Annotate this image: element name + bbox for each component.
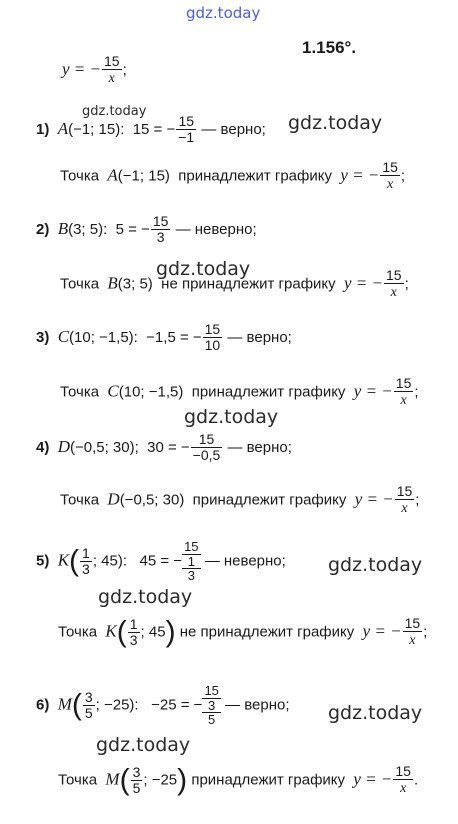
item-2-number: 2)	[36, 220, 50, 238]
function-fraction	[102, 54, 122, 87]
watermark-4: gdz.today	[184, 406, 279, 428]
item-4-conclusion-coords: (−0,5; 30)	[119, 491, 185, 509]
item-3-check-fraction	[203, 322, 223, 354]
item-5-conclusion-text: не принадлежит графику	[179, 623, 355, 641]
item-6-check-lhs: −25 = −	[151, 696, 203, 714]
item-3-check-num: 15	[204, 321, 221, 337]
item-6-coords-num: 3	[84, 688, 93, 705]
item-1-coords: (−1; 15):	[68, 120, 125, 138]
item-2-conclusion-text: не принадлежит графику	[161, 275, 336, 293]
item-1-verdict: — верно;	[201, 120, 266, 138]
item-3-check-den: 10	[204, 337, 221, 354]
item-6-check: 6) M( $\frac{3}{5}$ ; −25): −25 = − 15 3 5 — верно;	[36, 683, 290, 728]
item-1-conclusion-pre: Точка	[60, 167, 100, 185]
item-3-conclusion-coords: (10; −1,5)	[118, 383, 184, 401]
item-5-point: K	[57, 550, 70, 570]
item-2-verdict: — неверно;	[175, 220, 257, 238]
item-2-conclusion	[60, 268, 409, 301]
item-6-graph-den: x	[400, 781, 407, 797]
item-5-conclusion-den: 3	[129, 631, 138, 648]
item-3-verdict: — верно;	[227, 328, 292, 346]
item-4-check-fraction	[191, 432, 223, 464]
function-numerator: 15	[104, 53, 120, 69]
item-5-check-num: 15	[184, 539, 199, 554]
item-5-coords-den: 3	[82, 560, 90, 577]
item-1-point: A	[57, 118, 69, 138]
item-6-conclusion: Точка M( $\frac{3}{5}$ ; −25) принадлежит графику y = − $\frac{15}{x}$ .	[58, 763, 419, 797]
item-5-check-den-num: 1	[187, 553, 195, 569]
watermark-7: gdz.today	[328, 702, 423, 724]
item-3-check-lhs: −1,5 = −	[146, 328, 202, 346]
item-3-number: 3)	[36, 328, 50, 346]
item-1-check	[36, 114, 266, 146]
item-4-graph-den: x	[401, 501, 408, 517]
item-5-conclusion: Точка K( $\frac{1}{3}$ ; 45) не принадлежит графику y = − $\frac{15}{x}$ ;	[58, 615, 428, 649]
item-1-conclusion-point: A	[107, 165, 118, 185]
watermark-5: gdz.today	[328, 554, 423, 576]
item-6-conclusion-pre: Точка	[58, 771, 98, 789]
item-4-point: D	[57, 436, 70, 456]
item-1-number: 1)	[36, 120, 50, 138]
item-2-graph-den: x	[390, 285, 397, 301]
item-5-conclusion-pre: Точка	[58, 623, 98, 641]
item-2-conclusion-pre: Точка	[60, 275, 100, 293]
item-1-conclusion-coords: (−1; 15)	[117, 167, 170, 185]
item-5-graph-fraction	[403, 616, 423, 649]
item-3-conclusion-text: принадлежит графику	[191, 383, 346, 401]
item-2-conclusion-point: B	[107, 273, 118, 293]
item-2-conclusion-coords: (3; 5)	[117, 275, 153, 293]
item-5-coords-fraction	[80, 546, 92, 578]
function-definition	[62, 54, 127, 87]
function-end: ;	[122, 61, 127, 79]
item-2-check	[36, 214, 257, 246]
item-6-check-den-num: 3	[208, 697, 216, 713]
item-3-conclusion	[60, 376, 419, 409]
item-4-coords: (−0,5; 30);	[69, 438, 139, 456]
item-5-coords-num: 1	[82, 544, 90, 561]
item-1-conclusion-text: принадлежит графику	[178, 167, 332, 185]
item-4-check	[36, 432, 292, 464]
item-2-check-num: 15	[152, 213, 169, 229]
item-3-graph-num: 15	[395, 375, 412, 391]
item-6-conclusion-fraction	[131, 765, 143, 797]
item-1-check-den: −1	[178, 129, 195, 146]
item-6-point: M	[57, 694, 72, 714]
watermark-8: gdz.today	[96, 734, 191, 756]
item-3-check	[36, 322, 292, 354]
item-4-graph-num: 15	[396, 483, 413, 499]
item-3-coords: (10; −1,5):	[69, 328, 138, 346]
item-1-conclusion	[60, 160, 405, 193]
item-5-check-den-den: 3	[182, 568, 200, 583]
item-4-check-lhs: 30 = −	[147, 438, 190, 456]
watermark-2: gdz.today	[288, 112, 383, 134]
item-5-graph-num: 15	[404, 615, 421, 631]
item-5-number: 5)	[36, 552, 50, 570]
item-5-coords-post: ; 45):	[92, 552, 128, 570]
item-4-check-num: 15	[191, 432, 223, 448]
problem-number: 1.156°.	[302, 38, 357, 57]
item-1-check-fraction	[176, 114, 196, 146]
watermark-1: gdz.today	[82, 104, 147, 119]
item-1-graph-fraction	[380, 160, 400, 193]
item-6-check-den-den: 5	[202, 712, 220, 727]
item-6-conclusion-text: принадлежит графику	[191, 771, 346, 789]
item-2-graph-fraction	[384, 268, 404, 301]
item-2-graph-num: 15	[386, 267, 402, 283]
item-5-check-fraction	[182, 540, 200, 583]
item-6-graph-lhs: y = −	[353, 769, 393, 789]
item-6-conclusion-point: M	[105, 769, 120, 789]
item-1-graph-den: x	[387, 177, 394, 193]
item-4-graph-fraction	[395, 484, 415, 517]
item-4-conclusion-point: D	[107, 489, 120, 509]
item-2-check-den: 3	[156, 229, 165, 246]
item-5-conclusion-num: 1	[129, 615, 138, 632]
item-5-check: 5) K( $\frac{1}{3}$ ; 45): 45 = − 15 1 3 — неверно;	[36, 539, 286, 584]
item-6-verdict: — верно;	[225, 696, 290, 714]
item-1-graph-end: ;	[400, 167, 406, 185]
item-6-coords-den: 5	[84, 704, 93, 721]
item-3-graph-end: ;	[414, 383, 419, 401]
item-3-graph-den: x	[400, 393, 407, 409]
item-6-coords-post: ; −25):	[95, 696, 139, 714]
item-5-verdict: — неверно;	[204, 552, 286, 570]
item-5-conclusion-rest: ; 45	[140, 623, 166, 641]
item-3-conclusion-pre: Точка	[60, 383, 100, 401]
item-3-conclusion-point: C	[107, 381, 119, 401]
item-6-graph-end: .	[413, 771, 419, 789]
item-5-conclusion-point: K	[105, 621, 117, 641]
item-4-conclusion-text: принадлежит графику	[192, 491, 347, 509]
item-6-graph-num: 15	[395, 763, 411, 779]
item-6-graph-fraction	[393, 764, 413, 797]
item-6-check-num: 15	[204, 683, 219, 698]
item-4-conclusion	[60, 484, 419, 517]
item-6-coords-fraction	[83, 690, 95, 722]
item-4-graph-end: ;	[415, 491, 420, 509]
item-3-graph-lhs: y = −	[353, 381, 393, 401]
item-5-graph-end: ;	[423, 623, 428, 641]
item-5-conclusion-fraction	[128, 617, 140, 649]
watermark-6: gdz.today	[98, 586, 193, 608]
item-4-verdict: — верно;	[227, 438, 292, 456]
watermark-top: gdz.today	[186, 4, 261, 22]
item-2-point: B	[57, 218, 69, 238]
item-6-conclusion-rest: ; −25	[143, 771, 178, 789]
item-1-graph-lhs: y = −	[340, 165, 380, 185]
function-lhs: y = −	[62, 59, 101, 79]
item-2-check-lhs: 5 = −	[115, 220, 150, 238]
item-4-number: 4)	[36, 438, 50, 456]
item-2-coords: (3; 5):	[68, 220, 108, 238]
item-4-conclusion-pre: Точка	[60, 491, 100, 509]
item-6-conclusion-den: 5	[132, 779, 141, 796]
item-2-check-fraction	[151, 214, 171, 246]
item-6-number: 6)	[36, 696, 50, 714]
item-4-graph-lhs: y = −	[354, 489, 394, 509]
item-5-check-lhs: 45 = −	[139, 552, 183, 570]
watermark-3: gdz.today	[156, 258, 251, 280]
item-4-check-den: −0,5	[192, 447, 221, 464]
item-1-check-lhs: 15 = −	[132, 120, 176, 138]
item-1-check-num: 15	[176, 114, 196, 130]
item-1-graph-num: 15	[382, 159, 398, 175]
function-denominator: x	[108, 71, 115, 87]
item-6-check-fraction	[202, 684, 220, 727]
item-6-conclusion-num: 3	[132, 763, 141, 780]
item-3-graph-fraction	[394, 376, 414, 409]
item-5-graph-lhs: y = −	[362, 621, 402, 641]
item-5-graph-den: x	[409, 633, 416, 649]
item-3-point: C	[57, 326, 70, 346]
item-2-graph-lhs: y = −	[344, 273, 383, 293]
item-2-graph-end: ;	[404, 275, 409, 293]
